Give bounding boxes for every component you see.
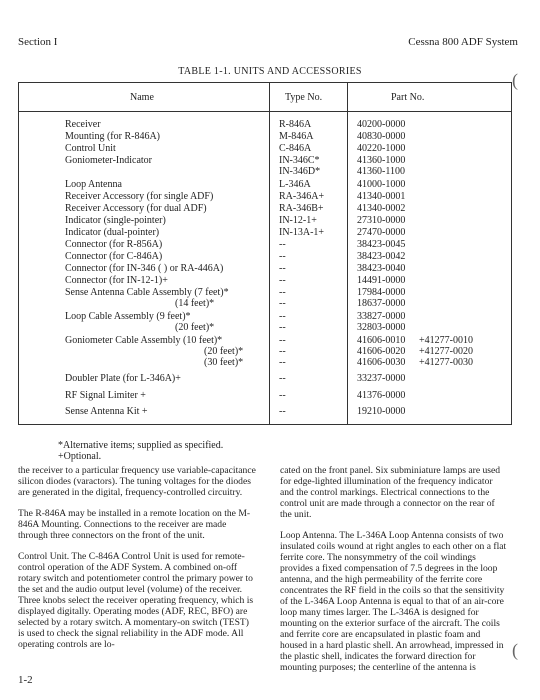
right-column: [280, 465, 508, 683]
cell-part-line: [357, 311, 517, 322]
cell-type-line: --: [279, 287, 286, 298]
cell-part: [357, 287, 517, 309]
cell-name-line: Goniometer Cable Assembly (10 feet)*: [65, 335, 223, 346]
col-header-name: Name: [130, 92, 154, 103]
part-number: 38423-0040: [357, 263, 406, 274]
cell-name-line: (20 feet)*: [204, 346, 244, 357]
cell-type-line: --: [279, 239, 286, 250]
table-title: TABLE 1-1. UNITS AND ACCESSORIES: [178, 66, 362, 77]
left-column: [18, 465, 256, 660]
cell-part: [357, 215, 517, 226]
cell-type: [279, 131, 359, 142]
part-number: 41340-0002: [357, 203, 406, 214]
cell-name-line: (30 feet)*: [204, 357, 244, 368]
cell-type-line: IN-346D*: [279, 166, 321, 177]
cell-type-line: --: [279, 373, 286, 384]
cell-type: [279, 373, 359, 384]
part-number: 40200-0000: [357, 119, 406, 130]
part-number: 41360-1100: [357, 166, 405, 177]
note-alternative: *Alternative items; supplied as specified.: [58, 440, 224, 451]
cell-part-line: [357, 406, 517, 417]
cell-type-line: C-846A: [279, 143, 312, 154]
cell-name-line: Connector (for R-856A): [65, 239, 163, 250]
cell-name: [65, 143, 265, 154]
part-number: 14491-0000: [357, 275, 406, 286]
cell-type: [279, 215, 359, 226]
cell-name-line: Receiver Accessory (for dual ADF): [65, 203, 207, 214]
cell-type-line: --: [279, 335, 286, 346]
cell-type: [279, 390, 359, 401]
cell-part-line: [357, 191, 517, 202]
margin-mark: (: [512, 70, 518, 90]
cell-name-line: Receiver: [65, 119, 101, 130]
cell-name-line: RF Signal Limiter +: [65, 390, 146, 401]
cell-name: [65, 275, 265, 286]
cell-name: [65, 131, 265, 142]
cell-name: [65, 203, 265, 214]
cell-part-line: [357, 390, 517, 401]
part-number: 41340-0001: [357, 191, 406, 202]
cell-part-line: [357, 166, 517, 177]
paragraph: Control Unit. The C-846A Control Unit is used for remote-control operation of the ADF System. A combined on-off rotary switch and potentiometer control the primary power to the set and the audio output level (volume) of the receiver. Three knobs select the receiver operating frequency, which is displayed digitally. Operating modes (ADF, REC, BFO) are selected by a rotary switch. A momentary-on switch (TEST) is used to check the signal reliability in the ADF mode. All operating controls are lo-: [18, 551, 254, 650]
cell-part: [357, 390, 517, 401]
cell-name-line: Receiver Accessory (for single ADF): [65, 191, 214, 202]
cell-part-line: [357, 251, 517, 262]
col-header-part: Part No.: [391, 92, 425, 103]
cell-part-line: [357, 346, 517, 357]
cell-name-line: Indicator (single-pointer): [65, 215, 166, 226]
cell-name-line: Loop Cable Assembly (9 feet)*: [65, 311, 191, 322]
cell-name-line: Mounting (for R-846A): [65, 131, 160, 142]
header-divider: [19, 111, 511, 112]
cell-name: [65, 373, 265, 384]
cell-type-line: --: [279, 346, 286, 357]
cell-part-line: [357, 287, 517, 298]
cell-part: [357, 373, 517, 384]
cell-type: [279, 311, 359, 333]
cell-name-line: Indicator (dual-pointer): [65, 227, 160, 238]
cell-type-line: RA-346B+: [279, 203, 324, 214]
part-number: 38423-0042: [357, 251, 406, 262]
cell-part-line: [357, 298, 517, 309]
cell-type-line: --: [279, 263, 286, 274]
part-number: 33237-0000: [357, 373, 406, 384]
margin-mark: (: [512, 640, 518, 660]
cell-type: [279, 143, 359, 154]
cell-type-line: RA-346A+: [279, 191, 325, 202]
cell-part-line: [357, 263, 517, 274]
paragraph: The R-846A may be installed in a remote location on the M-846A Mounting. Connections to the receiver are made through three connectors on the front of the unit.: [18, 508, 251, 541]
cell-name-line: (14 feet)*: [175, 298, 215, 309]
cell-part-line: [357, 131, 517, 142]
cell-type: [279, 227, 359, 238]
cell-part: [357, 406, 517, 417]
part-number: 41606-0020: [357, 346, 406, 357]
cell-type: [279, 191, 359, 202]
cell-name: [65, 119, 265, 130]
cell-part: [357, 143, 517, 154]
cell-type: [279, 275, 359, 286]
cell-type: [279, 287, 359, 309]
part-number: 41376-0000: [357, 390, 406, 401]
cell-name-line: Control Unit: [65, 143, 116, 154]
paragraph: cated on the front panel. Six subminiature lamps are used for edge-lighted illumination of the frequency indicator and the control markings. Electrical connections to the control unit are made through a connector on the rear of the unit.: [280, 465, 501, 520]
cell-part-line: [357, 227, 517, 238]
cell-name: [65, 311, 265, 333]
cell-part: [357, 311, 517, 333]
units-table: [18, 82, 512, 425]
cell-type: [279, 406, 359, 417]
cell-name: [65, 335, 265, 368]
cell-name: [65, 239, 265, 250]
part-number: 18637-0000: [357, 298, 406, 309]
cell-part: [357, 275, 517, 286]
part-number: 33827-0000: [357, 311, 406, 322]
part-number: 19210-0000: [357, 406, 406, 417]
cell-name: [65, 287, 265, 309]
cell-part-line: [357, 143, 517, 154]
cell-name: [65, 191, 265, 202]
cell-type: [279, 263, 359, 274]
cell-part-line: [357, 357, 517, 368]
cell-part: [357, 119, 517, 130]
alt-part-number: +41277-0010: [419, 335, 473, 346]
cell-name: [65, 406, 265, 417]
part-number: 38423-0045: [357, 239, 406, 250]
paragraph: the receiver to a particular frequency use variable-capacitance silicon diodes (varactors). The tuning voltages for the diodes are generated in the digital, frequency-controlled circuitry.: [18, 465, 256, 498]
cell-part: [357, 131, 517, 142]
part-number: 41606-0010: [357, 335, 406, 346]
cell-part-line: [357, 275, 517, 286]
cell-name: [65, 390, 265, 401]
cell-type: [279, 335, 359, 368]
cell-name: [65, 263, 265, 274]
cell-type: [279, 239, 359, 250]
part-number: 41000-1000: [357, 179, 406, 190]
cell-part-line: [357, 373, 517, 384]
part-number: 41360-1000: [357, 155, 406, 166]
part-number: 32803-0000: [357, 322, 406, 333]
cell-part-line: [357, 239, 517, 250]
cell-name-line: Sense Antenna Cable Assembly (7 feet)*: [65, 287, 229, 298]
cell-part: [357, 203, 517, 214]
cell-part-line: [357, 119, 517, 130]
cell-type-line: --: [279, 390, 286, 401]
cell-type: [279, 203, 359, 214]
cell-type: [279, 155, 359, 177]
table-notes: [58, 440, 223, 462]
note-optional: +Optional.: [58, 451, 102, 462]
part-number: 40220-1000: [357, 143, 406, 154]
page-number: 1-2: [18, 674, 33, 686]
cell-type-line: --: [279, 311, 286, 322]
alt-part-number: +41277-0020: [419, 346, 473, 357]
cell-part: [357, 239, 517, 250]
cell-name-line: Connector (for IN-346 ( ) or RA-446A): [65, 263, 224, 274]
cell-type-line: --: [279, 322, 286, 333]
cell-part-line: [357, 322, 517, 333]
cell-part-line: [357, 203, 517, 214]
cell-name-line: Connector (for C-846A): [65, 251, 163, 262]
cell-type: [279, 179, 359, 190]
part-number: 27310-0000: [357, 215, 406, 226]
cell-name: [65, 155, 265, 166]
section-label: Section I: [18, 36, 58, 48]
column-divider: [269, 83, 270, 424]
cell-type: [279, 251, 359, 262]
cell-name: [65, 215, 265, 226]
cell-part: [357, 191, 517, 202]
cell-type-line: M-846A: [279, 131, 314, 142]
paragraph: Loop Antenna. The L-346A Loop Antenna consists of two insulated coils wound at right angles to each other on a flat ferrite core. The nonsymmetry of the coil windings provides a fixed compensation of 7.5 degrees in the loop antenna, and the high permeability of the ferrite core concentrates the RF field in the coils so that the sensitivity of the L-346A Loop Antenna is equal to that of an air-core loop many times larger. The L-346A is designed for mounting on the exterior surface of the aircraft. The coils and ferrite core are encapsulated in plastic foam and housed in a hard plastic shell. An arrowhead, impressed in the plastic shell, indicates the forward direction for mounting purposes; the centerline of the antenna is: [280, 530, 507, 673]
manual-title: Cessna 800 ADF System: [408, 36, 518, 48]
cell-name-line: Sense Antenna Kit +: [65, 406, 148, 417]
cell-name: [65, 227, 265, 238]
cell-name-line: Doubler Plate (for L-346A)+: [65, 373, 181, 384]
cell-part-line: [357, 335, 517, 346]
cell-type: [279, 119, 359, 130]
col-header-type: Type No.: [285, 92, 323, 103]
cell-part: [357, 335, 517, 368]
cell-name: [65, 251, 265, 262]
cell-type-line: R-846A: [279, 119, 312, 130]
cell-part-line: [357, 179, 517, 190]
cell-type-line: --: [279, 298, 286, 309]
cell-type-line: --: [279, 275, 286, 286]
cell-type-line: --: [279, 251, 286, 262]
cell-name-line: Connector (for IN-12-1)+: [65, 275, 168, 286]
cell-part-line: [357, 215, 517, 226]
part-number: 41606-0030: [357, 357, 406, 368]
cell-type-line: IN-12-1+: [279, 215, 317, 226]
cell-name-line: (20 feet)*: [175, 322, 215, 333]
cell-type-line: IN-346C*: [279, 155, 320, 166]
part-number: 17984-0000: [357, 287, 406, 298]
cell-part: [357, 263, 517, 274]
cell-part: [357, 251, 517, 262]
cell-part: [357, 155, 517, 177]
cell-part-line: [357, 155, 517, 166]
cell-name: [65, 179, 265, 190]
cell-part: [357, 227, 517, 238]
cell-part: [357, 179, 517, 190]
part-number: 40830-0000: [357, 131, 406, 142]
cell-name-line: Loop Antenna: [65, 179, 122, 190]
cell-name-line: Goniometer-Indicator: [65, 155, 152, 166]
alt-part-number: +41277-0030: [419, 357, 473, 368]
cell-type-line: L-346A: [279, 179, 311, 190]
cell-type-line: IN-13A-1+: [279, 227, 325, 238]
cell-type-line: --: [279, 357, 286, 368]
cell-type-line: --: [279, 406, 286, 417]
part-number: 27470-0000: [357, 227, 406, 238]
